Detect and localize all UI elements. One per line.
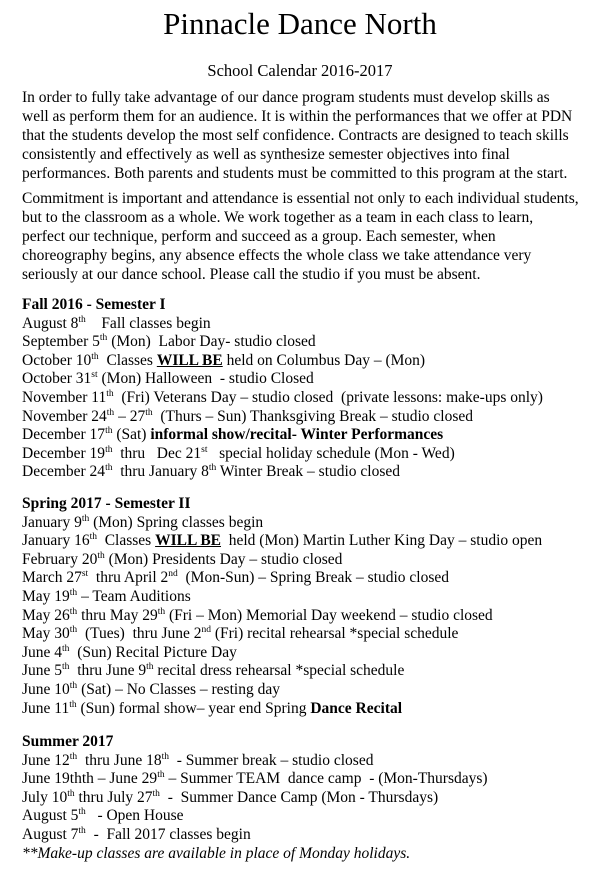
calendar-entry: July 10th thru July 27th - Summer Dance Camp (Mon - Thursdays): [22, 788, 439, 806]
paragraph-line: well as perform them for an audience. It is within the performances that we offer at PDN: [22, 108, 573, 125]
calendar-entry: June 5th thru June 9th recital dress rehearsal *special schedule: [22, 662, 405, 680]
calendar-entry: May 26th thru May 29th (Fri – Mon) Memorial Day weekend – studio closed: [22, 606, 493, 624]
calendar-entry: March 27st thru April 2nd (Mon-Sun) – Spring Break – studio closed: [22, 569, 449, 587]
spring-semester-section: [22, 495, 592, 718]
calendar-entry: August 8th Fall classes begin: [22, 314, 211, 332]
paragraph-line: In order to fully take advantage of our dance program students must develop skills as: [22, 89, 550, 106]
fall-semester-title: Fall 2016 - Semester I: [22, 296, 166, 313]
calendar-entry: December 19th thru Dec 21st special holiday schedule (Mon - Wed): [22, 444, 455, 462]
paragraph-line: perfect our technique, perform and succeed as a group. Each semester, when: [22, 228, 496, 245]
paragraph-line: consistently and effectively as well as synthesize semester objectives into final: [22, 146, 510, 163]
fall-semester-section: [22, 296, 592, 482]
page-title: Pinnacle Dance North: [163, 6, 437, 41]
calendar-entry: May 19th – Team Auditions: [22, 587, 191, 605]
calendar-entry: January 9th (Mon) Spring classes begin: [22, 513, 264, 531]
page-subtitle: School Calendar 2016-2017: [207, 61, 393, 80]
paragraph-line: but to the classroom as a whole. We work together as a team in each class to learn,: [22, 209, 534, 226]
paragraph-line: Commitment is important and attendance is essential not only to each individual students,: [22, 190, 579, 207]
intro-paragraph-1: [22, 88, 592, 183]
paragraph-line: that the students develop the most self confidence. Contracts are designed to teach skills: [22, 127, 569, 144]
calendar-entry: August 7th - Fall 2017 classes begin: [22, 825, 251, 843]
spring-semester-title: Spring 2017 - Semester II: [22, 495, 191, 512]
calendar-entry: February 20th (Mon) Presidents Day – studio closed: [22, 550, 343, 568]
calendar-entry: June 19thth – June 29th – Summer TEAM dance camp - (Mon-Thursdays): [22, 770, 488, 788]
calendar-entry: November 24th – 27th (Thurs – Sun) Thanksgiving Break – studio closed: [22, 407, 474, 425]
calendar-entry: September 5th (Mon) Labor Day- studio closed: [22, 333, 316, 351]
calendar-entry: October 10th Classes WILL BE held on Columbus Day – (Mon): [22, 351, 426, 369]
calendar-entry: January 16th Classes WILL BE held (Mon) Martin Luther King Day – studio open: [22, 532, 543, 550]
paragraph-line: seriously at our dance school. Please call the studio if you must be absent.: [22, 266, 481, 283]
calendar-entry: August 5th - Open House: [22, 807, 184, 825]
paragraph-line: performances. Both parents and students must be committed to this program at the start.: [22, 165, 568, 182]
makeup-note: **Make-up classes are available in place of Monday holidays.: [22, 844, 411, 862]
paragraph-line: choreography begins, any absence effects the whole class we take attendance very: [22, 247, 532, 264]
calendar-entry: June 4th (Sun) Recital Picture Day: [22, 643, 237, 661]
calendar-entry: June 10th (Sat) – No Classes – resting day: [22, 680, 280, 698]
calendar-entry: June 12th thru June 18th - Summer break – studio closed: [22, 751, 374, 769]
calendar-entry: May 30th (Tues) thru June 2nd (Fri) recital rehearsal *special schedule: [22, 625, 459, 643]
calendar-entry: June 11th (Sun) formal show– year end Spring Dance Recital: [22, 699, 403, 717]
summer-section: [22, 733, 592, 863]
intro-paragraph-2: [22, 189, 592, 284]
calendar-entry: December 17th (Sat) informal show/recital- Winter Performances: [22, 426, 444, 444]
summer-title: Summer 2017: [22, 733, 114, 750]
calendar-entry: November 11th (Fri) Veterans Day – studio closed (private lessons: make-ups only): [22, 388, 543, 406]
calendar-entry: October 31st (Mon) Halloween - studio Closed: [22, 370, 314, 388]
calendar-entry: December 24th thru January 8th Winter Break – studio closed: [22, 463, 401, 481]
